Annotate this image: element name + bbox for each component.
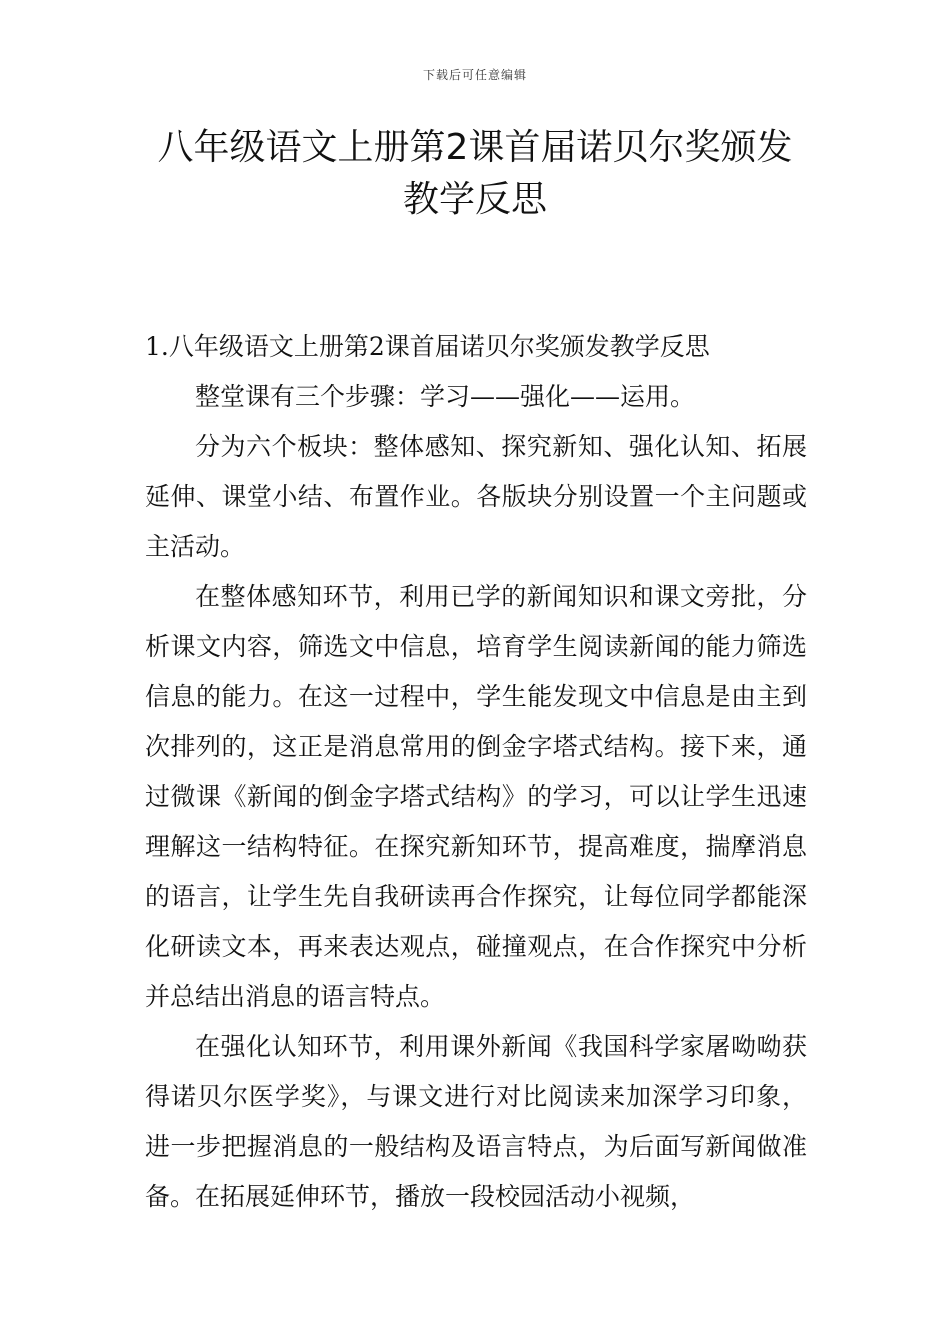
header-note: 下载后可任意编辑 — [422, 68, 527, 82]
paragraph: 在强化认知环节，利用课外新闻《我国科学家屠呦呦获得诺贝尔医学奖》，与课文进行对比阅读来加深学习印象，进一步把握消息的一般结构及语言特点，为后面写新闻做准备。在拓展延伸环节，播放一段校园活动小视频， — [145, 1032, 807, 1211]
paragraph: 分为六个板块：整体感知、探究新知、强化认知、拓展延伸、课堂小结、布置作业。各版块分别设置一个主问题或主活动。 — [145, 432, 807, 561]
paragraph: 整堂课有三个步骤：学习——强化——运用。 — [195, 382, 696, 411]
document-body — [145, 322, 807, 1222]
paragraph: 在整体感知环节，利用已学的新闻知识和课文旁批，分析课文内容，筛选文中信息，培育学生阅读新闻的能力筛选信息的能力。在这一过程中，学生能发现文中信息是由主到次排列的，这正是消息常用的倒金字塔式结构。接下来，通过微课《新闻的倒金字塔式结构》的学习，可以让学生迅速理解这一结构特征。在探究新知环节，提高难度，揣摩消息的语言，让学生先自我研读再合作探究，让每位同学都能深化研读文本，再来表达观点，碰撞观点，在合作探究中分析并总结出消息的语言特点。 — [145, 582, 807, 1011]
section-heading: 1.八年级语文上册第2课首届诺贝尔奖颁发教学反思 — [145, 332, 710, 361]
document-title — [120, 122, 830, 226]
title-line-2: 教学反思 — [402, 179, 547, 220]
title-line-1: 八年级语文上册第2课首届诺贝尔奖颁发 — [157, 127, 793, 168]
